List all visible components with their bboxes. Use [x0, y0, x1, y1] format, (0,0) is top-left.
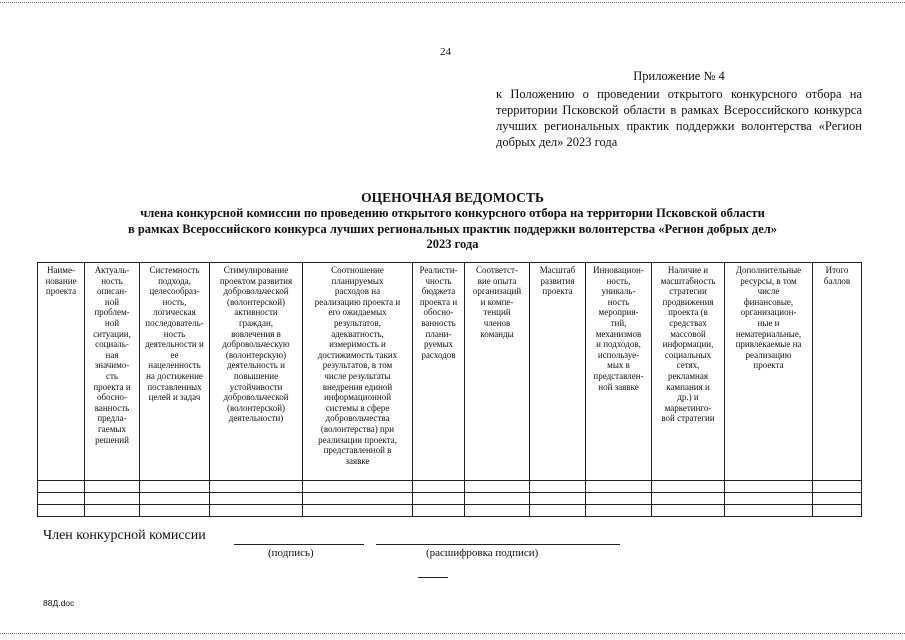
column-header: Реалисти- чность бюджета проекта и обосно- ванность плани- руемых расходов	[413, 263, 465, 481]
table-cell[interactable]	[530, 481, 586, 493]
table-cell[interactable]	[413, 505, 465, 517]
table-cell[interactable]	[210, 505, 303, 517]
table-cell[interactable]	[413, 481, 465, 493]
table-cell[interactable]	[652, 505, 725, 517]
appendix-block	[496, 68, 862, 150]
signature-decoding-line	[376, 544, 620, 545]
column-header: Наличие и масштабность стратегии продвижения проекта (в средствах массовой информации, социальных сетях, рекламная кампания и др.) и маркетинго- вой стратегии	[652, 263, 725, 481]
appendix-title: Приложение № 4	[633, 69, 725, 83]
document-subtitle	[20, 206, 885, 253]
subtitle-line-2: в рамках Всероссийского конкурса лучших региональных практик поддержки волонтерства «Регион добрых дел»	[127, 221, 778, 236]
table-cell[interactable]	[586, 493, 652, 505]
table-cell[interactable]	[38, 493, 85, 505]
table-cell[interactable]	[652, 493, 725, 505]
table-cell[interactable]	[38, 481, 85, 493]
table-cell[interactable]	[140, 505, 210, 517]
rating-table	[37, 262, 862, 517]
table-cell[interactable]	[85, 505, 140, 517]
document-title: ОЦЕНОЧНАЯ ВЕДОМОСТЬ	[361, 190, 544, 205]
table-cell[interactable]	[140, 481, 210, 493]
appendix-body: к Положению о проведении открытого конкурсного отбора на территории Псковской области в рамках Всероссийского конкурса лучших региональных практик поддержки волонтерства «Регион добрых дел» 2023 года	[496, 87, 862, 149]
signature-line	[234, 544, 364, 545]
page-number: 24	[440, 46, 451, 58]
table-cell[interactable]	[586, 481, 652, 493]
table-cell[interactable]	[725, 505, 813, 517]
table-header-row	[38, 263, 862, 481]
column-header: Стимулирование проектом развития добровольческой (волонтерской) активности граждан, вовлечения в добровольческую (волонтерскую) деятельность и повышение устойчивости добровольческой (волонтерской) деятельности)	[210, 263, 303, 481]
table-row	[38, 481, 862, 493]
table-cell[interactable]	[85, 493, 140, 505]
column-header: Соответст- вие опыта организаций и компе- тенций членов команды	[465, 263, 530, 481]
column-header: Дополнительные ресурсы, в том числе финансовые, организацион- ные и нематериальные, привлекаемые на реализацию проекта	[725, 263, 813, 481]
signature-decoding-caption: (расшифровка подписи)	[426, 547, 539, 559]
table-cell[interactable]	[725, 493, 813, 505]
table-cell[interactable]	[725, 481, 813, 493]
table-body	[38, 481, 862, 517]
table-row	[38, 505, 862, 517]
subtitle-line-3: 2023 года	[426, 237, 479, 251]
table-row	[38, 493, 862, 505]
table-cell[interactable]	[140, 493, 210, 505]
table-cell[interactable]	[85, 481, 140, 493]
table-cell[interactable]	[530, 493, 586, 505]
column-header: Наиме- нование проекта	[38, 263, 85, 481]
table-cell[interactable]	[465, 481, 530, 493]
short-rule	[418, 577, 448, 578]
subtitle-line-1: члена конкурсной комиссии по проведению открытого конкурсного отбора на территории Псковской области	[140, 206, 765, 220]
signature-label: Член конкурсной комиссии	[43, 528, 206, 543]
column-header: Масштаб развития проекта	[530, 263, 586, 481]
table-cell[interactable]	[586, 505, 652, 517]
table-cell[interactable]	[530, 505, 586, 517]
table-cell[interactable]	[813, 493, 862, 505]
table-cell[interactable]	[813, 481, 862, 493]
scan-edge-bottom	[0, 633, 905, 634]
table-cell[interactable]	[303, 493, 413, 505]
table-cell[interactable]	[652, 481, 725, 493]
column-header: Инновацион- ность, уникаль- ность мероприя- тий, механизмов и подходов, используе- мых в представлен- ной заявке	[586, 263, 652, 481]
table-cell[interactable]	[465, 493, 530, 505]
table-cell[interactable]	[813, 505, 862, 517]
table-cell[interactable]	[210, 481, 303, 493]
column-header: Системность подхода, целесообраз- ность, логическая последователь- ность деятельности и ее нацеленность на достижение поставленных целей и задач	[140, 263, 210, 481]
column-header: Актуаль- ность описан- ной проблем- ной ситуации, социаль- ная значимо- сть проекта и обосно- ванность предла- гаемых решений	[85, 263, 140, 481]
column-header: Итого баллов	[813, 263, 862, 481]
table-cell[interactable]	[210, 493, 303, 505]
scan-edge-top	[0, 2, 905, 3]
table-cell[interactable]	[413, 493, 465, 505]
footer-filename: 88Д.doc	[43, 598, 75, 608]
signature-caption: (подпись)	[268, 547, 314, 559]
table-cell[interactable]	[465, 505, 530, 517]
column-header: Соотношение планируемых расходов на реализацию проекта и его ожидаемых результатов, адекватность, измеримость и достижимость таких результатов, в том числе результаты внедрения единой информационной системы в сфере добровольчества (волонтерства) при реализации проекта, представленной в заявке	[303, 263, 413, 481]
table-cell[interactable]	[38, 505, 85, 517]
table-cell[interactable]	[303, 505, 413, 517]
table-cell[interactable]	[303, 481, 413, 493]
